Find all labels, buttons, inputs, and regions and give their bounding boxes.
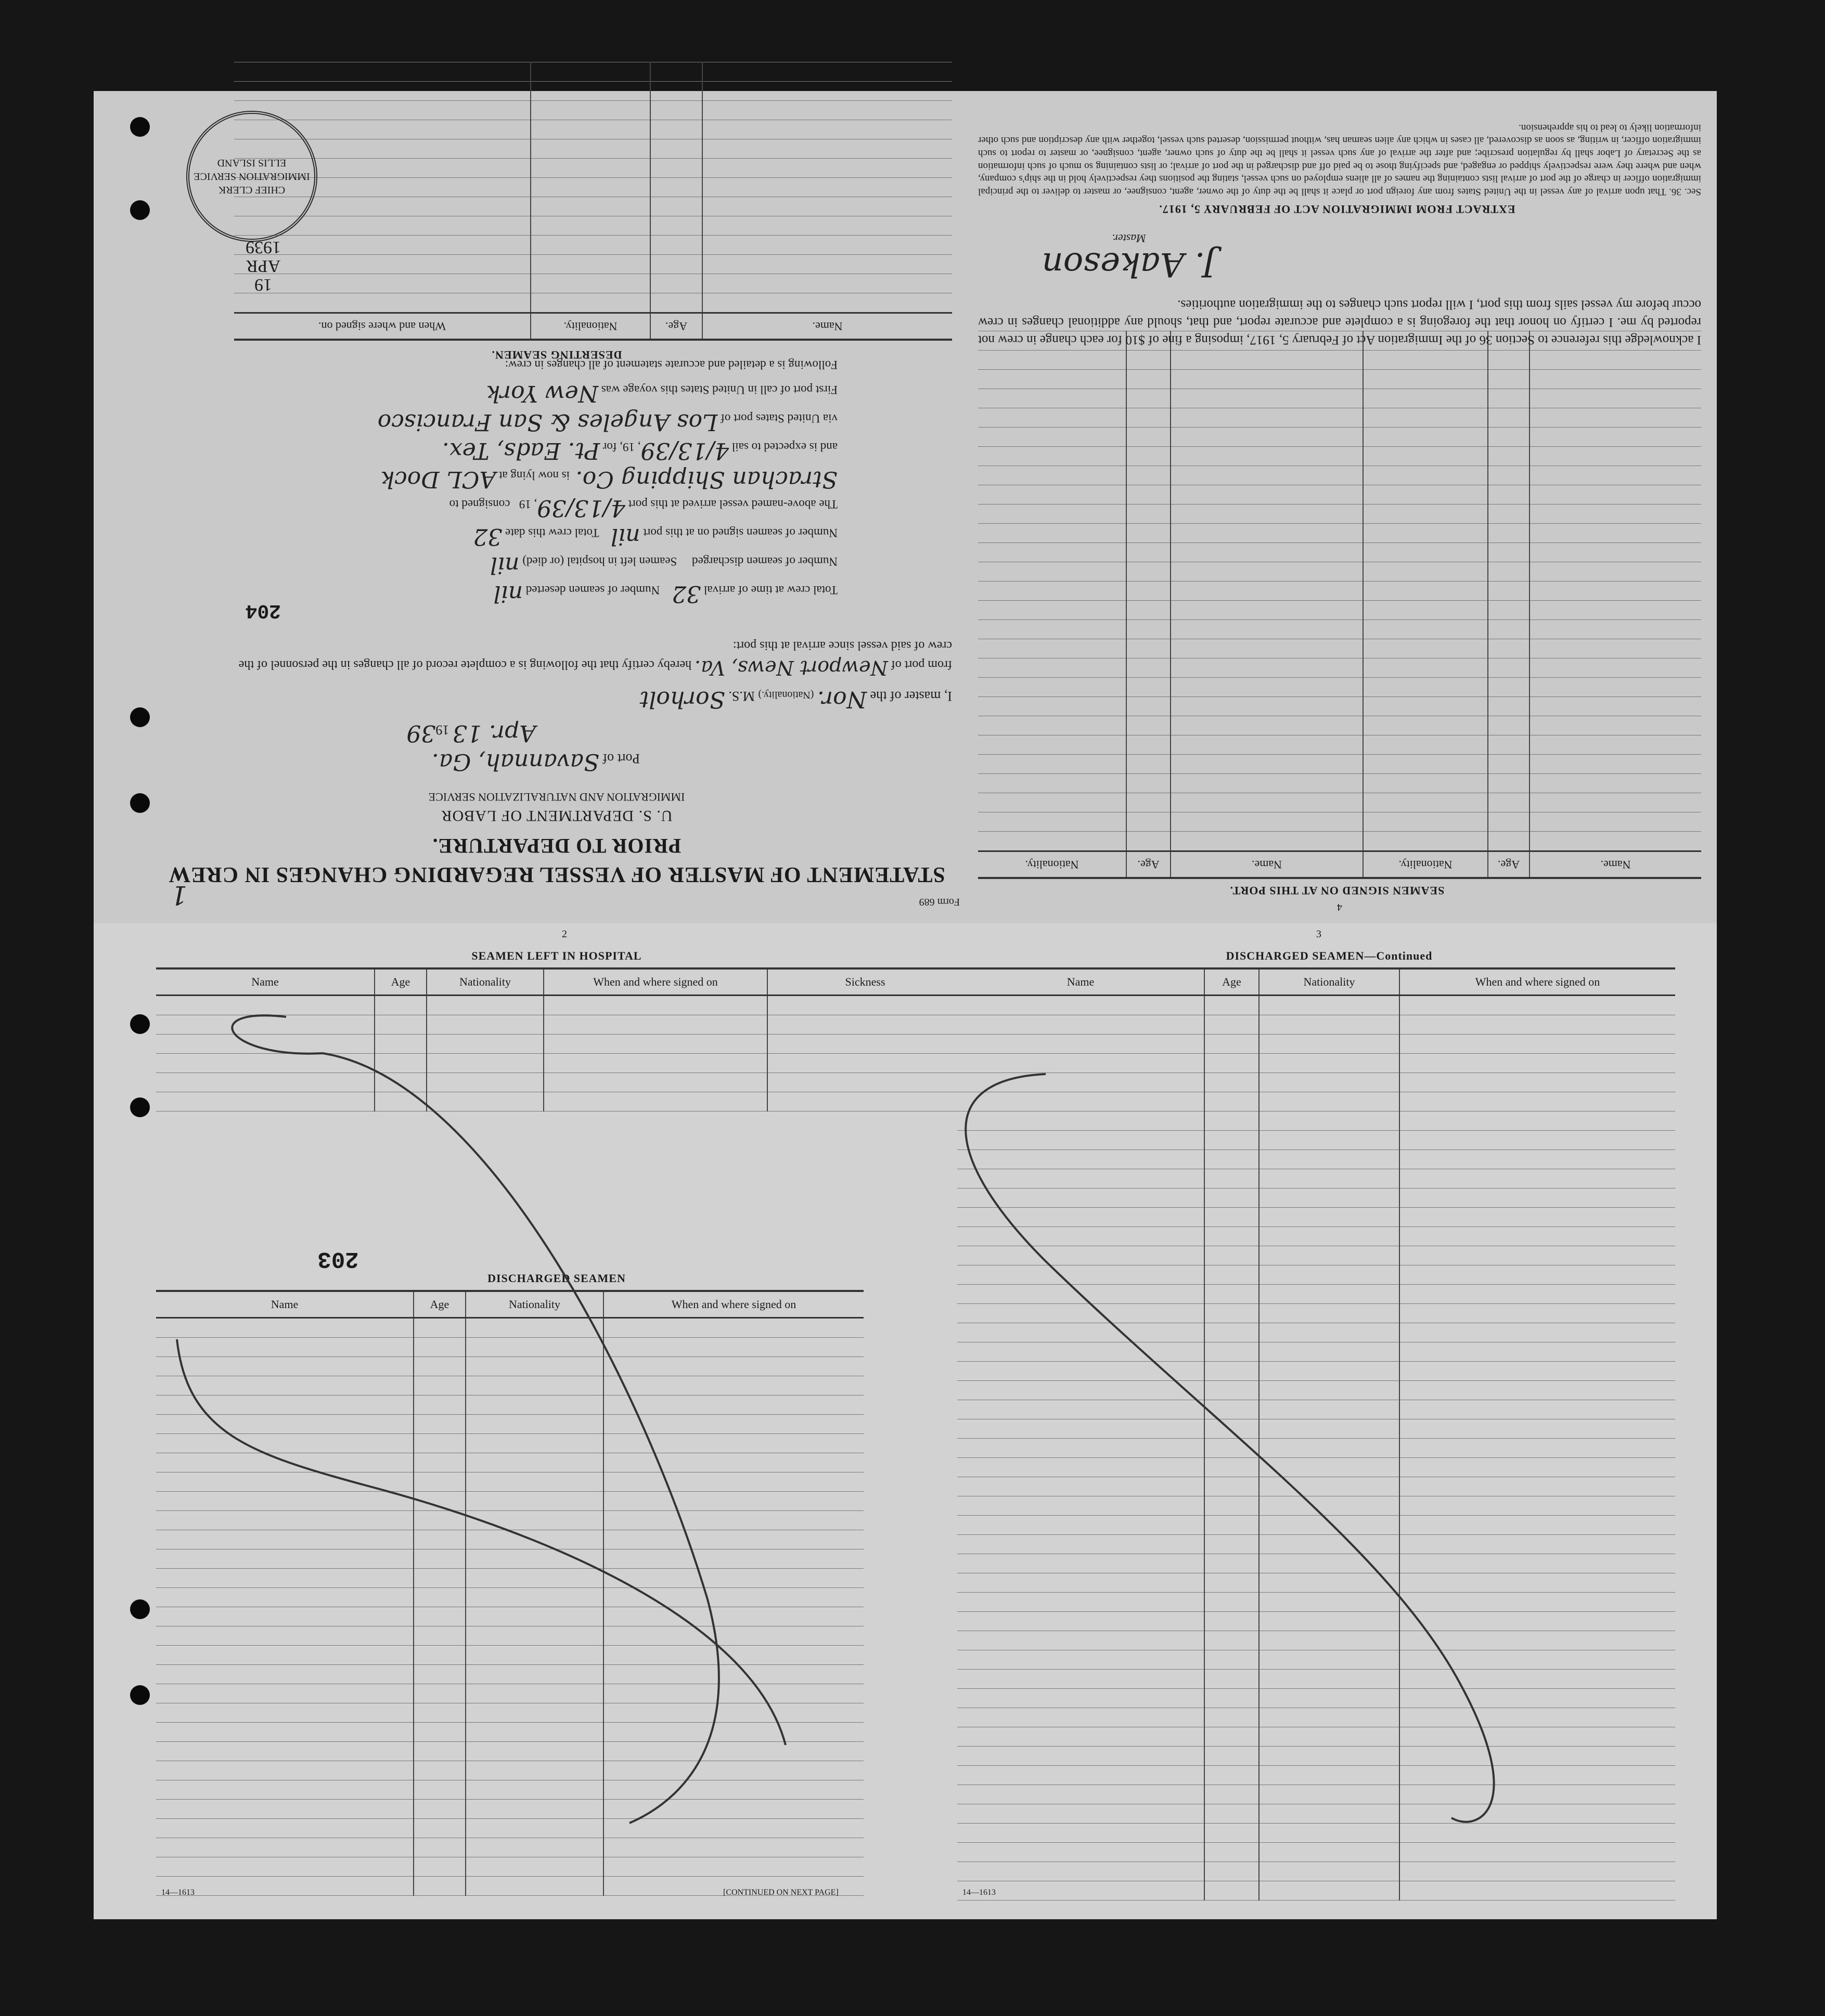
following-text: Following is a detailed and accurate statement of all changes in crew: [505, 358, 838, 371]
vessel-name: Sorholt [639, 686, 725, 713]
col-name: Name. [1530, 851, 1701, 878]
acknowledgement-text: I acknowledge this reference to Section 36 of the Immigration Act of February 5, 1917, imposing a fine of $10 for each change in crew not reported by me. I certify on honor that the foregoing is a complete and accurate report, and that, should any additional changes in crew occur before my vessel sails from this port, I will report such changes to the immigration authorities. [978, 298, 1701, 347]
hospital-value: nil [490, 552, 520, 578]
col-name: Name [156, 968, 375, 996]
year-value: 39 [406, 720, 436, 746]
cancel-stroke-left [177, 1015, 786, 1823]
year-prefix: 19 [435, 722, 449, 738]
page-number-2: 2 [562, 928, 567, 940]
form-number: Form 689 [919, 896, 960, 908]
page-number-3: 3 [1316, 928, 1321, 940]
extract-text: Sec. 36. That upon arrival of any vessel in the United States from any foreign port or place it shall be the duty of the owner, agent, consignee, or master to deliver to the principal immigration officer in charge of the port of arrival lists containing the names of all aliens employed on such vessel, stating the positions they respectively hold in the ship's company, when and where they were respectively shipped or engaged, and specifying those to be paid off and discharged in the port of arrival; or lists containing so much of such information as the Secretary of Labor shall by regulation prescribe; and after the arrival of any such vessel it shall be the duty of such owner, agent, consignee, or master to report to such immigration officer, in writing, as soon as discovered, all cases in which any alien seaman has, without permission, deserted such vessel, together with any description and such other information likely to lead to his apprehension. [978, 122, 1701, 197]
signed-on-label: Number of seamen signed on at this port [643, 526, 838, 539]
stamped-number: 204 [245, 599, 281, 622]
footer-code: 14—1613 [962, 1888, 996, 1897]
col-nationality-2: Nationality. [978, 851, 1126, 878]
col-signed-on: When and where signed on. [234, 313, 531, 340]
col-name-2: Name. [1171, 851, 1363, 878]
col-name: Name [957, 968, 1204, 996]
discharged-title: DISCHARGED SEAMEN [487, 1272, 626, 1285]
port-value: Savannah, Ga. [431, 748, 599, 775]
col-age: Age [375, 968, 427, 996]
page-number-4: 4 [1337, 901, 1342, 913]
discharged-label: Number of seamen discharged [692, 555, 838, 568]
for-label: for [602, 441, 617, 454]
lying-value: ACL Dock [380, 466, 496, 493]
col-nationality: Nationality [466, 1291, 603, 1318]
department: U. S. DEPARTMENT OF LABOR [441, 807, 673, 824]
via-label: via United States port of [721, 412, 838, 425]
nationality-hint: (Nationality.) [758, 689, 814, 701]
vessel-type: M.S. [728, 689, 755, 704]
expected-label: and is expected to sail [731, 441, 838, 454]
date-value: Apr. 13 [452, 720, 536, 746]
via-value: Los Angeles & San Francisco [377, 409, 718, 435]
hospital-label: Seamen left in hospital (or died) [522, 555, 677, 568]
port-label: Port of [602, 751, 640, 766]
col-age-2: Age. [1126, 851, 1171, 878]
discharged-continued-title: DISCHARGED SEAMEN—Continued [1226, 949, 1433, 962]
stamp-text: CHIEF CLERK IMMIGRATION SERVICE ELLIS ISLAND [194, 157, 310, 196]
nationality-value: Nor. [817, 686, 867, 713]
total-crew-arrival-value: 32 [672, 580, 701, 607]
col-age: Age. [650, 313, 702, 340]
col-name: Name [156, 1291, 414, 1318]
from-port-label: from port of [891, 658, 952, 671]
certify-text: hereby certify that the following is a complete record of all changes in the personnel of the crew of said vessel since arrival at this port: [238, 638, 952, 671]
master-signature: J. Aakeson [1042, 245, 1216, 283]
col-nationality: Nationality [1259, 968, 1399, 996]
page-number: 1 [171, 880, 187, 910]
footer-continued: [CONTINUED ON NEXT PAGE] [723, 1888, 839, 1897]
for-value: Pt. Eads, Tex. [442, 437, 600, 464]
col-signed-on: When and where signed on [544, 968, 767, 996]
col-nationality: Nationality. [1363, 851, 1488, 878]
stamp-year: 1939 [246, 238, 281, 257]
footer-code: 14—1613 [161, 1888, 195, 1897]
arrived-label: The above-named vessel arrived at this port [628, 498, 838, 511]
col-name: Name. [702, 313, 952, 340]
col-age: Age [414, 1291, 466, 1318]
deserting-seamen-title: DESERTING SEAMEN. [491, 348, 622, 361]
lying-label: is now lying at [498, 469, 570, 482]
extract-title: EXTRACT FROM IMMIGRATION ACT OF FEBRUARY 5, 1917. [1159, 203, 1515, 216]
stamped-number-203: 203 [317, 1246, 359, 1272]
table-row [234, 62, 952, 82]
expected-row: and is expected to sail 4/13/39, 19, for Pt. Eads, Tex. [442, 437, 838, 464]
cancel-stroke-right [966, 1074, 1494, 1822]
col-nationality: Nationality [427, 968, 544, 996]
stamp-month: APR [246, 256, 281, 276]
arrived-row: The above-named vessel arrived at this port 4/13/39, 19 consigned to [449, 495, 838, 521]
deserted-label: Number of seamen deserted [525, 584, 660, 597]
first-port-label: First port of call in United States this voyage was [601, 383, 838, 396]
service: IMMIGRATION AND NATURALIZATION SERVICE [428, 791, 685, 804]
expected-value: 4/13/39 [640, 437, 729, 464]
col-sickness: Sickness [767, 968, 962, 996]
arrived-value: 4/13/39 [537, 495, 625, 521]
master-of-label: I, master of the [870, 689, 952, 704]
col-signed-on: When and where signed on [1399, 968, 1675, 996]
col-nationality: Nationality. [531, 313, 650, 340]
master-label: Master. [1112, 232, 1146, 245]
from-port-value: Newport News, Va. [695, 656, 888, 679]
deserted-value: nil [493, 580, 523, 607]
col-signed-on: When and where signed on [603, 1291, 864, 1318]
signed-on-title: SEAMEN SIGNED ON AT THIS PORT. [1229, 884, 1445, 897]
consigned-value: Strachan Shipping Co. [575, 466, 838, 493]
stamp-day: 19 [254, 275, 272, 294]
consigned-label: consigned to [449, 498, 510, 511]
total-crew-date-value: 32 [473, 523, 503, 550]
form-subtitle: PRIOR TO DEPARTURE. [432, 834, 682, 858]
cancellation-strokes [94, 91, 1717, 1919]
document-sheet [94, 91, 1717, 1919]
first-port-value: New York [486, 380, 599, 407]
signed-on-value: nil [611, 523, 640, 550]
total-crew-arrival-label: Total crew at time of arrival [703, 584, 838, 597]
form-title: STATEMENT OF MASTER OF VESSEL REGARDING CHANGES IN CREW [168, 862, 945, 886]
hospital-title: SEAMEN LEFT IN HOSPITAL [471, 949, 642, 962]
col-age: Age [1204, 968, 1259, 996]
col-age: Age. [1488, 851, 1530, 878]
total-crew-date-label: Total crew this date [505, 526, 599, 539]
